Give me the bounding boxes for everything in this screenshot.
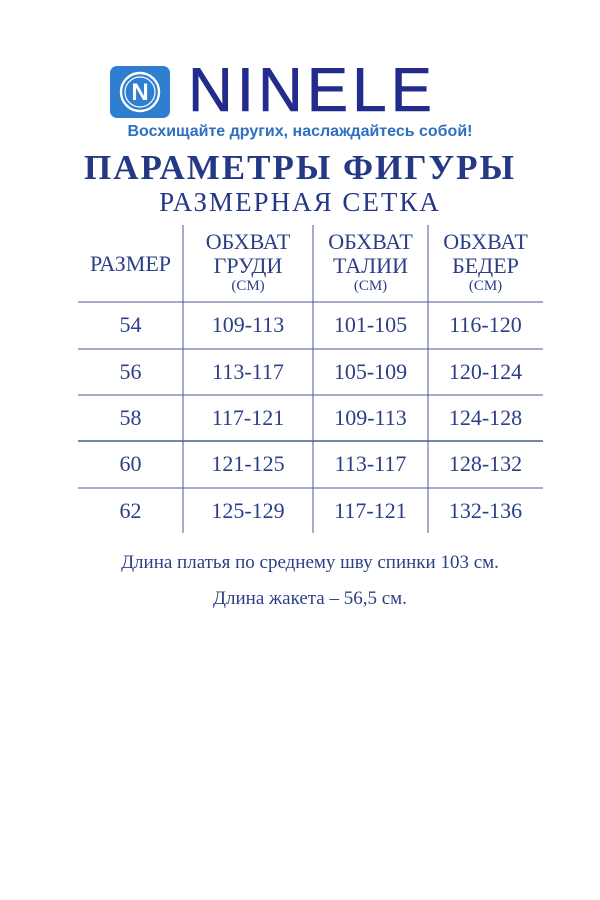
waist-cell: 113-117 bbox=[334, 451, 407, 476]
size-cell: 60 bbox=[119, 451, 142, 476]
chest-cell: 121-125 bbox=[211, 451, 285, 476]
header-hips bbox=[428, 230, 543, 294]
header-chest bbox=[183, 230, 313, 294]
brand-wordmark: NINELE bbox=[188, 56, 436, 125]
hips-cell: 128-132 bbox=[448, 451, 523, 476]
waist-cell: 105-109 bbox=[333, 359, 408, 384]
size-cell: 56 bbox=[119, 359, 142, 384]
note-dress-length: Длина платья по среднему шву спинки 103 см. bbox=[121, 552, 499, 573]
hips-cell: 132-136 bbox=[448, 498, 523, 523]
header-waist-line2: ТАЛИИ bbox=[333, 253, 408, 278]
note-jacket-length: Длина жакета – 56,5 см. bbox=[213, 588, 407, 609]
badge-letter: N bbox=[131, 79, 149, 106]
header-hips-unit: (СМ) bbox=[468, 278, 503, 294]
header-waist-unit: (СМ) bbox=[353, 278, 388, 294]
page-subtitle: РАЗМЕРНАЯ СЕТКА bbox=[159, 187, 441, 217]
header-size bbox=[78, 252, 183, 276]
hips-cell: 116-120 bbox=[449, 312, 522, 337]
header-waist bbox=[313, 230, 428, 294]
header-chest-line2: ГРУДИ bbox=[213, 253, 283, 278]
brand-tagline: Восхищайте других, наслаждайтесь собой! bbox=[127, 123, 473, 140]
waist-cell: 109-113 bbox=[334, 405, 407, 430]
size-cell: 62 bbox=[119, 498, 142, 523]
waist-cell: 101-105 bbox=[333, 312, 408, 337]
hips-cell: 124-128 bbox=[448, 405, 523, 430]
chest-cell: 125-129 bbox=[211, 498, 285, 523]
size-cell: 58 bbox=[119, 405, 142, 430]
chest-cell: 113-117 bbox=[212, 359, 284, 384]
page-title: ПАРАМЕТРЫ ФИГУРЫ bbox=[84, 148, 516, 187]
header-hips-line2: БЕДЕР bbox=[452, 253, 519, 278]
waist-cell: 117-121 bbox=[334, 498, 407, 523]
header-waist-line1: ОБХВАТ bbox=[328, 229, 413, 254]
chest-cell: 109-113 bbox=[211, 312, 285, 337]
header-size-label: РАЗМЕР bbox=[89, 251, 172, 276]
header-chest-line1: ОБХВАТ bbox=[205, 229, 291, 254]
size-cell: 54 bbox=[119, 312, 142, 337]
header-chest-unit: (СМ) bbox=[231, 278, 265, 294]
chest-cell: 117-121 bbox=[211, 405, 285, 430]
hips-cell: 120-124 bbox=[448, 359, 523, 384]
header-hips-line1: ОБХВАТ bbox=[443, 229, 528, 254]
